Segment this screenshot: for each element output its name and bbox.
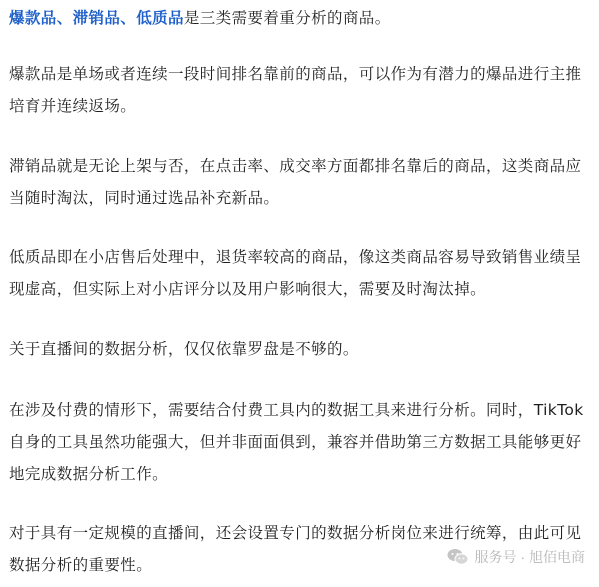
paragraph-paid-tools: 在涉及付费的情形下，需要结合付费工具内的数据工具来进行分析。同时，TikTok 自身的工具虽然功能强大，但并非面面俱到，兼容并借助第三方数据工具能够更好地完成数据分析工作。 bbox=[9, 401, 584, 483]
watermark-text: 服务号 · 旭佰电商 bbox=[474, 549, 585, 565]
account-watermark bbox=[443, 545, 589, 569]
paragraph-bestseller: 爆款品是单场或者连续一段时间排名靠前的商品，可以作为有潜力的爆品进行主推培育并连续返场。 bbox=[9, 65, 582, 115]
intro-text: 是三类需要着重分析的商品。 bbox=[183, 9, 391, 27]
paragraph-analysis-role: 对于具有一定规模的直播间，还会设置专门的数据分析岗位来进行统筹，由此可见数据分析的重要性。 bbox=[9, 524, 582, 574]
paragraph-live-analysis: 关于直播间的数据分析，仅仅依靠罗盘是不够的。 bbox=[9, 340, 359, 358]
paragraph-slow-moving: 滞销品就是无论上架与否，在点击率、成交率方面都排名靠后的商品，这类商品应当随时淘汰，同时通过选品补充新品。 bbox=[9, 157, 582, 207]
highlight-keywords: 爆款品、滞销品、低质品 bbox=[9, 9, 184, 27]
wechat-icon bbox=[447, 548, 469, 566]
paragraph-low-quality: 低质品即在小店售后处理中，退货率较高的商品，像这类商品容易导致销售业绩呈现虚高，但实际上对小店评分以及用户影响很大，需要及时淘汰掉。 bbox=[9, 248, 582, 298]
paragraph-intro bbox=[9, 2, 593, 34]
